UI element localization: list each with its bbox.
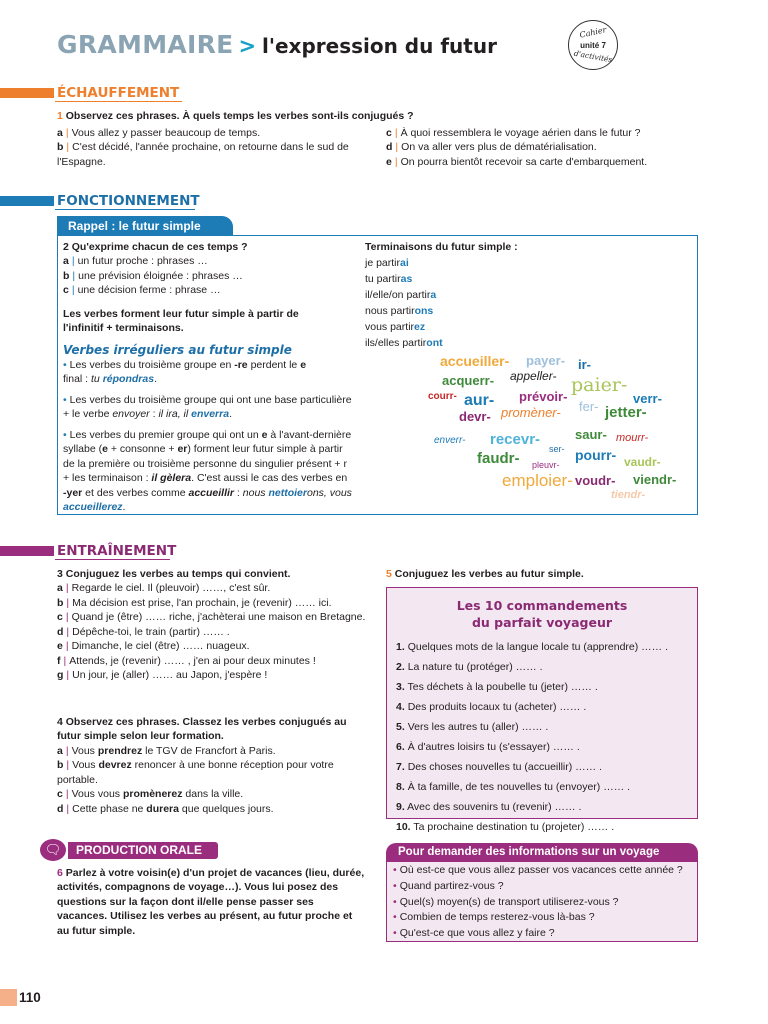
list-item: a | Vous allez y passer beaucoup de temps. [57, 127, 261, 139]
cloud-word: pleuvr- [532, 460, 560, 470]
exercise-number: 2 [63, 241, 69, 253]
commandements-box [386, 587, 698, 833]
cloud-word: saur- [575, 427, 607, 442]
exercise-1-col-right [386, 126, 686, 169]
list-item: d | Dépêche-toi, le train (partir) …… . [57, 625, 230, 638]
item-text: un futur proche : phrases … [77, 255, 208, 268]
rule-paragraph: • Les verbes du troisième groupe en -re perdent le e final : tu répondras. [63, 359, 307, 386]
production-orale-heading [40, 839, 218, 861]
list-item: d | On va aller vers plus de dématérialisation. [386, 141, 597, 154]
exercise-number: 1 [57, 110, 63, 122]
rule-paragraph: • Les verbes du premier groupe qui ont un e à l'avant-dernière syllabe (e + consonne + er) forment leur futur simple à partir de la première ou troisième personne du singulier présent + r + les terminaison : il gèlera. C'est aussi le cas des verbes en -yer et des verbes comme accueillir : nous nettoierons, vous accueillerez. [63, 428, 352, 514]
page-number-text: 110 [19, 990, 41, 1005]
list-item: b | Vous devrez renoncer à une bonne réception pour votre portable. [57, 759, 334, 786]
list-item: 6. À d'autres loisirs tu (s'essayer) …… . [396, 741, 580, 753]
rule-text [63, 307, 353, 336]
terminaison-row: je partirai [365, 256, 409, 269]
section-fonctionnement [0, 192, 250, 210]
list-item: 2. La nature tu (protéger) …… . [396, 661, 543, 673]
item-letter: c [386, 127, 392, 139]
list-item: b | Ma décision est prise, l'an prochain, je (revenir) …… ici. [57, 596, 332, 609]
item-letter: c [63, 284, 69, 297]
cloud-word: payer- [526, 353, 566, 368]
exercise-5-title [386, 567, 584, 581]
list-item: • Combien de temps resterez-vous là-bas ? [393, 911, 595, 924]
list-item: 4. Des produits locaux tu (acheter) …… . [396, 701, 587, 713]
title-separator: > [238, 34, 257, 58]
cloud-word: emploier- [502, 471, 573, 490]
section-label: ÉCHAUFFEMENT [57, 85, 180, 101]
rule-line: l'infinitif + terminaisons. [63, 322, 184, 335]
exercise-number: 4 [57, 716, 63, 728]
list-item: • Où est-ce que vous allez passer vos vacances cette année ? [393, 864, 683, 876]
terminaisons-title: Terminaisons du futur simple : [365, 241, 518, 253]
section-entrainement [0, 542, 250, 560]
list-item: 8. À ta famille, de tes nouvelles tu (envoyer) …… . [396, 781, 631, 793]
item-text: C'est décidé, l'année prochaine, on retourne dans le sud de l'Espagne. [57, 141, 349, 168]
item-text: À quoi ressemblera le voyage aérien dans le futur ? [400, 127, 641, 139]
list-item: d | Cette phase ne durera que quelques jours. [57, 802, 274, 815]
list-item: 9. Avec des souvenirs tu (revenir) …… . [396, 801, 582, 813]
list-item: g | Un jour, je (aller) …… au Japon, j'espère ! [57, 669, 268, 682]
title-line: Les 10 commandements [456, 598, 628, 613]
item-letter: b [63, 269, 70, 282]
title-main: GRAMMAIRE [57, 30, 234, 59]
list-item: 5. Vers les autres tu (aller) …… . [396, 721, 549, 733]
exercise-number: 6 [57, 867, 63, 879]
cloud-word: enverr- [434, 435, 466, 446]
cloud-word: verr- [633, 391, 662, 406]
item-text: Vous allez y passer beaucoup de temps. [71, 127, 261, 139]
list-item: b | C'est décidé, l'année prochaine, on retourne dans le sud de l'Espagne. [57, 141, 349, 168]
exercise-title: Conjuguez les verbes au temps qui convient. [65, 568, 291, 580]
item-letter: d [386, 141, 393, 154]
list-item: c | Vous vous promènerez dans la ville. [57, 788, 244, 801]
rule-line: Les verbes forment leur futur simple à partir de [63, 307, 299, 320]
info-box-title: Pour demander des informations sur un voyage [386, 843, 698, 862]
production-orale-label: PRODUCTION ORALE [68, 842, 218, 859]
exercise-4 [57, 715, 367, 816]
section-bar [0, 88, 54, 98]
cloud-word: faudr- [477, 450, 520, 467]
item-text: On pourra bientôt recevoir sa carte d'embarquement. [400, 155, 648, 168]
item-text: une prévision éloignée : phrases … [78, 269, 243, 282]
title-sub: l'expression du futur [262, 34, 497, 58]
commandements-list [396, 637, 691, 837]
list-item: f | Attends, je (revenir) …… , j'en ai pour deux minutes ! [57, 654, 316, 667]
exercise-title: Conjuguez les verbes au futur simple. [394, 568, 584, 580]
list-item: 3. Tes déchets à la poubelle tu (jeter) …… . [396, 681, 598, 693]
cloud-word: pourr- [575, 447, 617, 463]
terminaison-row: nous partirons [365, 304, 434, 317]
exercise-text: Parlez à votre voisin(e) d'un projet de vacances (lieu, durée, activités, compagnons de voyage…). Vous lui posez des questions sur la façon dont il/elle pense passer ses vacances. Utilisez les verbes au présent, au futur proche et au futur simple. [57, 867, 365, 937]
section-bar [0, 546, 54, 556]
terminaison-row: ils/elles partiront [365, 336, 443, 349]
section-echauffement [0, 84, 250, 102]
rappel-tab: Rappel : le futur simple [57, 216, 233, 236]
exercise-3-title [57, 567, 367, 581]
cahier-line1: Cahier [578, 25, 608, 40]
commandements-title [387, 597, 697, 631]
exercise-title: Qu'exprime chacun de ces temps ? [71, 241, 248, 253]
exercise-2 [63, 240, 353, 336]
list-item: c | une décision ferme : phrase … [63, 284, 221, 297]
cloud-word: ser- [549, 444, 565, 454]
terminaison-row: vous partirez [365, 320, 426, 333]
terminaison-row: tu partiras [365, 272, 413, 285]
info-box [386, 862, 698, 942]
cloud-word: acquerr- [442, 373, 495, 388]
cloud-word: prévoir- [519, 389, 568, 404]
info-list [393, 863, 693, 942]
cloud-word: promèner- [501, 405, 561, 420]
exercise-1 [57, 109, 677, 168]
page-title [57, 28, 497, 63]
item-text: une décision ferme : phrase … [77, 284, 221, 297]
section-bar [0, 196, 54, 206]
irreguliers-list [63, 358, 353, 521]
rule-paragraph: • Les verbes du troisième groupe qui ont une base particulière + le verbe envoyer : il ira, il enverra. [63, 393, 352, 421]
page-number-marker [0, 989, 17, 1006]
terminaisons [365, 240, 595, 352]
cloud-word: voudr- [575, 473, 616, 488]
cahier-line3: d'activités [573, 48, 614, 65]
exercise-4-title [57, 715, 367, 744]
exercise-number: 3 [57, 568, 63, 580]
list-item: b | une prévision éloignée : phrases … [63, 269, 243, 282]
list-item: c | À quoi ressemblera le voyage aérien dans le futur ? [386, 127, 641, 139]
cloud-word: ir- [578, 357, 591, 372]
cloud-word: appeller- [510, 369, 557, 383]
list-item: 1. Quelques mots de la langue locale tu (apprendre) …… . [396, 641, 668, 653]
cloud-word: recevr- [490, 431, 541, 448]
list-item: • Quand partirez-vous ? [393, 879, 504, 892]
item-letter: e [386, 155, 392, 168]
list-item: e | Dimanche, le ciel (être) …… nuageux. [57, 640, 250, 653]
list-item: a | Vous prendrez le TGV de Francfort à Paris. [57, 744, 276, 757]
irreguliers-title: Verbes irréguliers au futur simple [63, 343, 292, 357]
item-letter: a [57, 127, 63, 139]
exercise-1-title [57, 109, 677, 123]
list-item: c | Quand je (être) …… riche, j'achèterai une maison en Bretagne. [57, 611, 366, 624]
list-item: a | Regarde le ciel. Il (pleuvoir) ……, c'est sûr. [57, 582, 271, 595]
word-cloud [428, 352, 698, 512]
exercise-title: Observez ces phrases. À quels temps les verbes sont-ils conjugués ? [65, 110, 414, 122]
exercise-number: 5 [386, 568, 392, 580]
cahier-line2: unité 7 [580, 41, 606, 50]
cloud-word: tiendr- [611, 489, 646, 501]
item-text: On va aller vers plus de dématérialisation. [401, 141, 597, 154]
exercise-2-title [63, 240, 353, 254]
title-line: du parfait voyageur [471, 615, 613, 630]
cloud-word: jetter- [605, 404, 647, 421]
cloud-word: aur- [464, 392, 495, 409]
speech-bubble-icon: 🗨 [40, 839, 66, 861]
list-item: a | un futur proche : phrases … [63, 255, 208, 268]
exercise-3 [57, 567, 367, 683]
exercise-1-col-left [57, 126, 357, 169]
item-letter: a [63, 255, 69, 268]
cloud-word: courr- [428, 391, 457, 402]
cloud-word: fer- [579, 399, 599, 414]
exercise-6 [57, 866, 365, 938]
item-letter: b [57, 141, 64, 154]
section-label: ENTRAÎNEMENT [57, 543, 177, 559]
cloud-word: mourr- [616, 432, 649, 444]
list-item: e | On pourra bientôt recevoir sa carte d'embarquement. [386, 155, 648, 168]
cloud-word: vaudr- [624, 455, 661, 469]
list-item: 10. Ta prochaine destination tu (projeter) …… . [396, 821, 615, 833]
section-label: FONCTIONNEMENT [57, 193, 200, 209]
cahier-stamp [568, 20, 618, 70]
terminaison-row: il/elle/on partira [365, 288, 437, 301]
list-item: • Qu'est-ce que vous allez y faire ? [393, 927, 555, 940]
cloud-word: devr- [459, 409, 491, 424]
cloud-word: paier- [571, 374, 628, 396]
exercise-title: Observez ces phrases. Classez les verbes conjugués au futur simple selon leur formation. [57, 716, 347, 743]
list-item: 7. Des choses nouvelles tu (accueillir) …… . [396, 761, 603, 773]
cloud-word: accueiller- [440, 353, 510, 369]
rappel-box [57, 235, 698, 515]
cloud-word: viendr- [633, 472, 677, 487]
list-item: • Quel(s) moyen(s) de transport utiliserez-vous ? [393, 895, 619, 908]
